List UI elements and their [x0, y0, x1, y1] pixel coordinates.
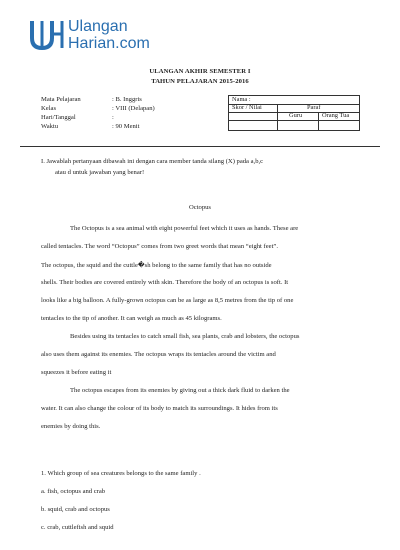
section-divider [20, 146, 380, 147]
answer-option: b. squid, crab and octopus [41, 506, 110, 513]
passage-line: also uses them against its enemies. The octopus wraps its tentacles around the victim and [41, 351, 276, 358]
answer-option: a. fish, octopus and crab [41, 488, 106, 495]
score-label: Skor / Nilai [232, 104, 262, 111]
meta-value: : VIII (Delapan) [112, 105, 155, 112]
exam-year: TAHUN PELAJARAN 2015-2016 [151, 78, 249, 85]
passage-line: The octopus, the squid and the cuttle�sh belong to the same family that has no outside [41, 262, 272, 269]
meta-label: Mata Pelajaran [41, 96, 81, 103]
exam-title: ULANGAN AKHIR SEMESTER I [149, 68, 251, 75]
score-box [228, 95, 360, 131]
meta-value: : [112, 114, 114, 121]
meta-label: Hari/Tanggal [41, 114, 76, 121]
passage-line: looks like a big balloon. A fully-grown octopus can be as large as 8,5 metres from the tip of one [41, 297, 294, 304]
meta-value: : B. Inggris [112, 96, 142, 103]
meta-label: Kelas [41, 105, 57, 112]
instruction-line2: atau d untuk jawaban yang benar! [55, 169, 145, 176]
answer-option: c. crab, cuttlefish and squid [41, 524, 114, 531]
logo-line2: Harian.com [68, 35, 150, 52]
name-label: Nama : [232, 96, 251, 103]
meta-label: Waktu [41, 123, 59, 130]
site-logo [28, 18, 178, 52]
passage-line: squeezes it before eating it [41, 369, 112, 376]
passage-title: Octopus [189, 204, 211, 211]
passage-line: tentacles to the tip of another. It can weigh as much as 45 kilograms. [41, 315, 222, 322]
logo-mark-icon [28, 18, 68, 52]
passage-line: enemies by doing this. [41, 423, 101, 430]
parent-label: Orang Tua [322, 112, 350, 119]
teacher-label: Guru [289, 112, 303, 119]
logo-line1: Ulangan [68, 18, 128, 35]
passage-line: The octopus escapes from its enemies by giving out a thick dark fluid to darken the [70, 387, 290, 394]
passage-line: shells. Their bodies are covered entirely with skin. Therefore the body of an octopus is soft. It [41, 279, 289, 286]
passage-line: Besides using its tentacles to catch small fish, sea plants, crab and lobsters, the octopus [70, 333, 300, 340]
passage-line: water. It can also change the colour of its body to match its surroundings. It hides from its [41, 405, 278, 412]
passage-line: called tentacles. The word “Octopus” comes from two greet words that mean “eight feet”. [41, 243, 278, 250]
instruction-line1: I. Jawablah pertanyaan dibawah ini dengan cara member tanda silang (X) pada a,b,c [41, 158, 264, 165]
meta-value: : 90 Menit [112, 123, 140, 130]
question-text: 1. Which group of sea creatures belongs to the same family . [41, 470, 201, 477]
passage-line: The Octopus is a sea animal with eight powerful feet which it uses as hands. These are [70, 225, 299, 232]
signature-label: Paraf [307, 104, 321, 111]
